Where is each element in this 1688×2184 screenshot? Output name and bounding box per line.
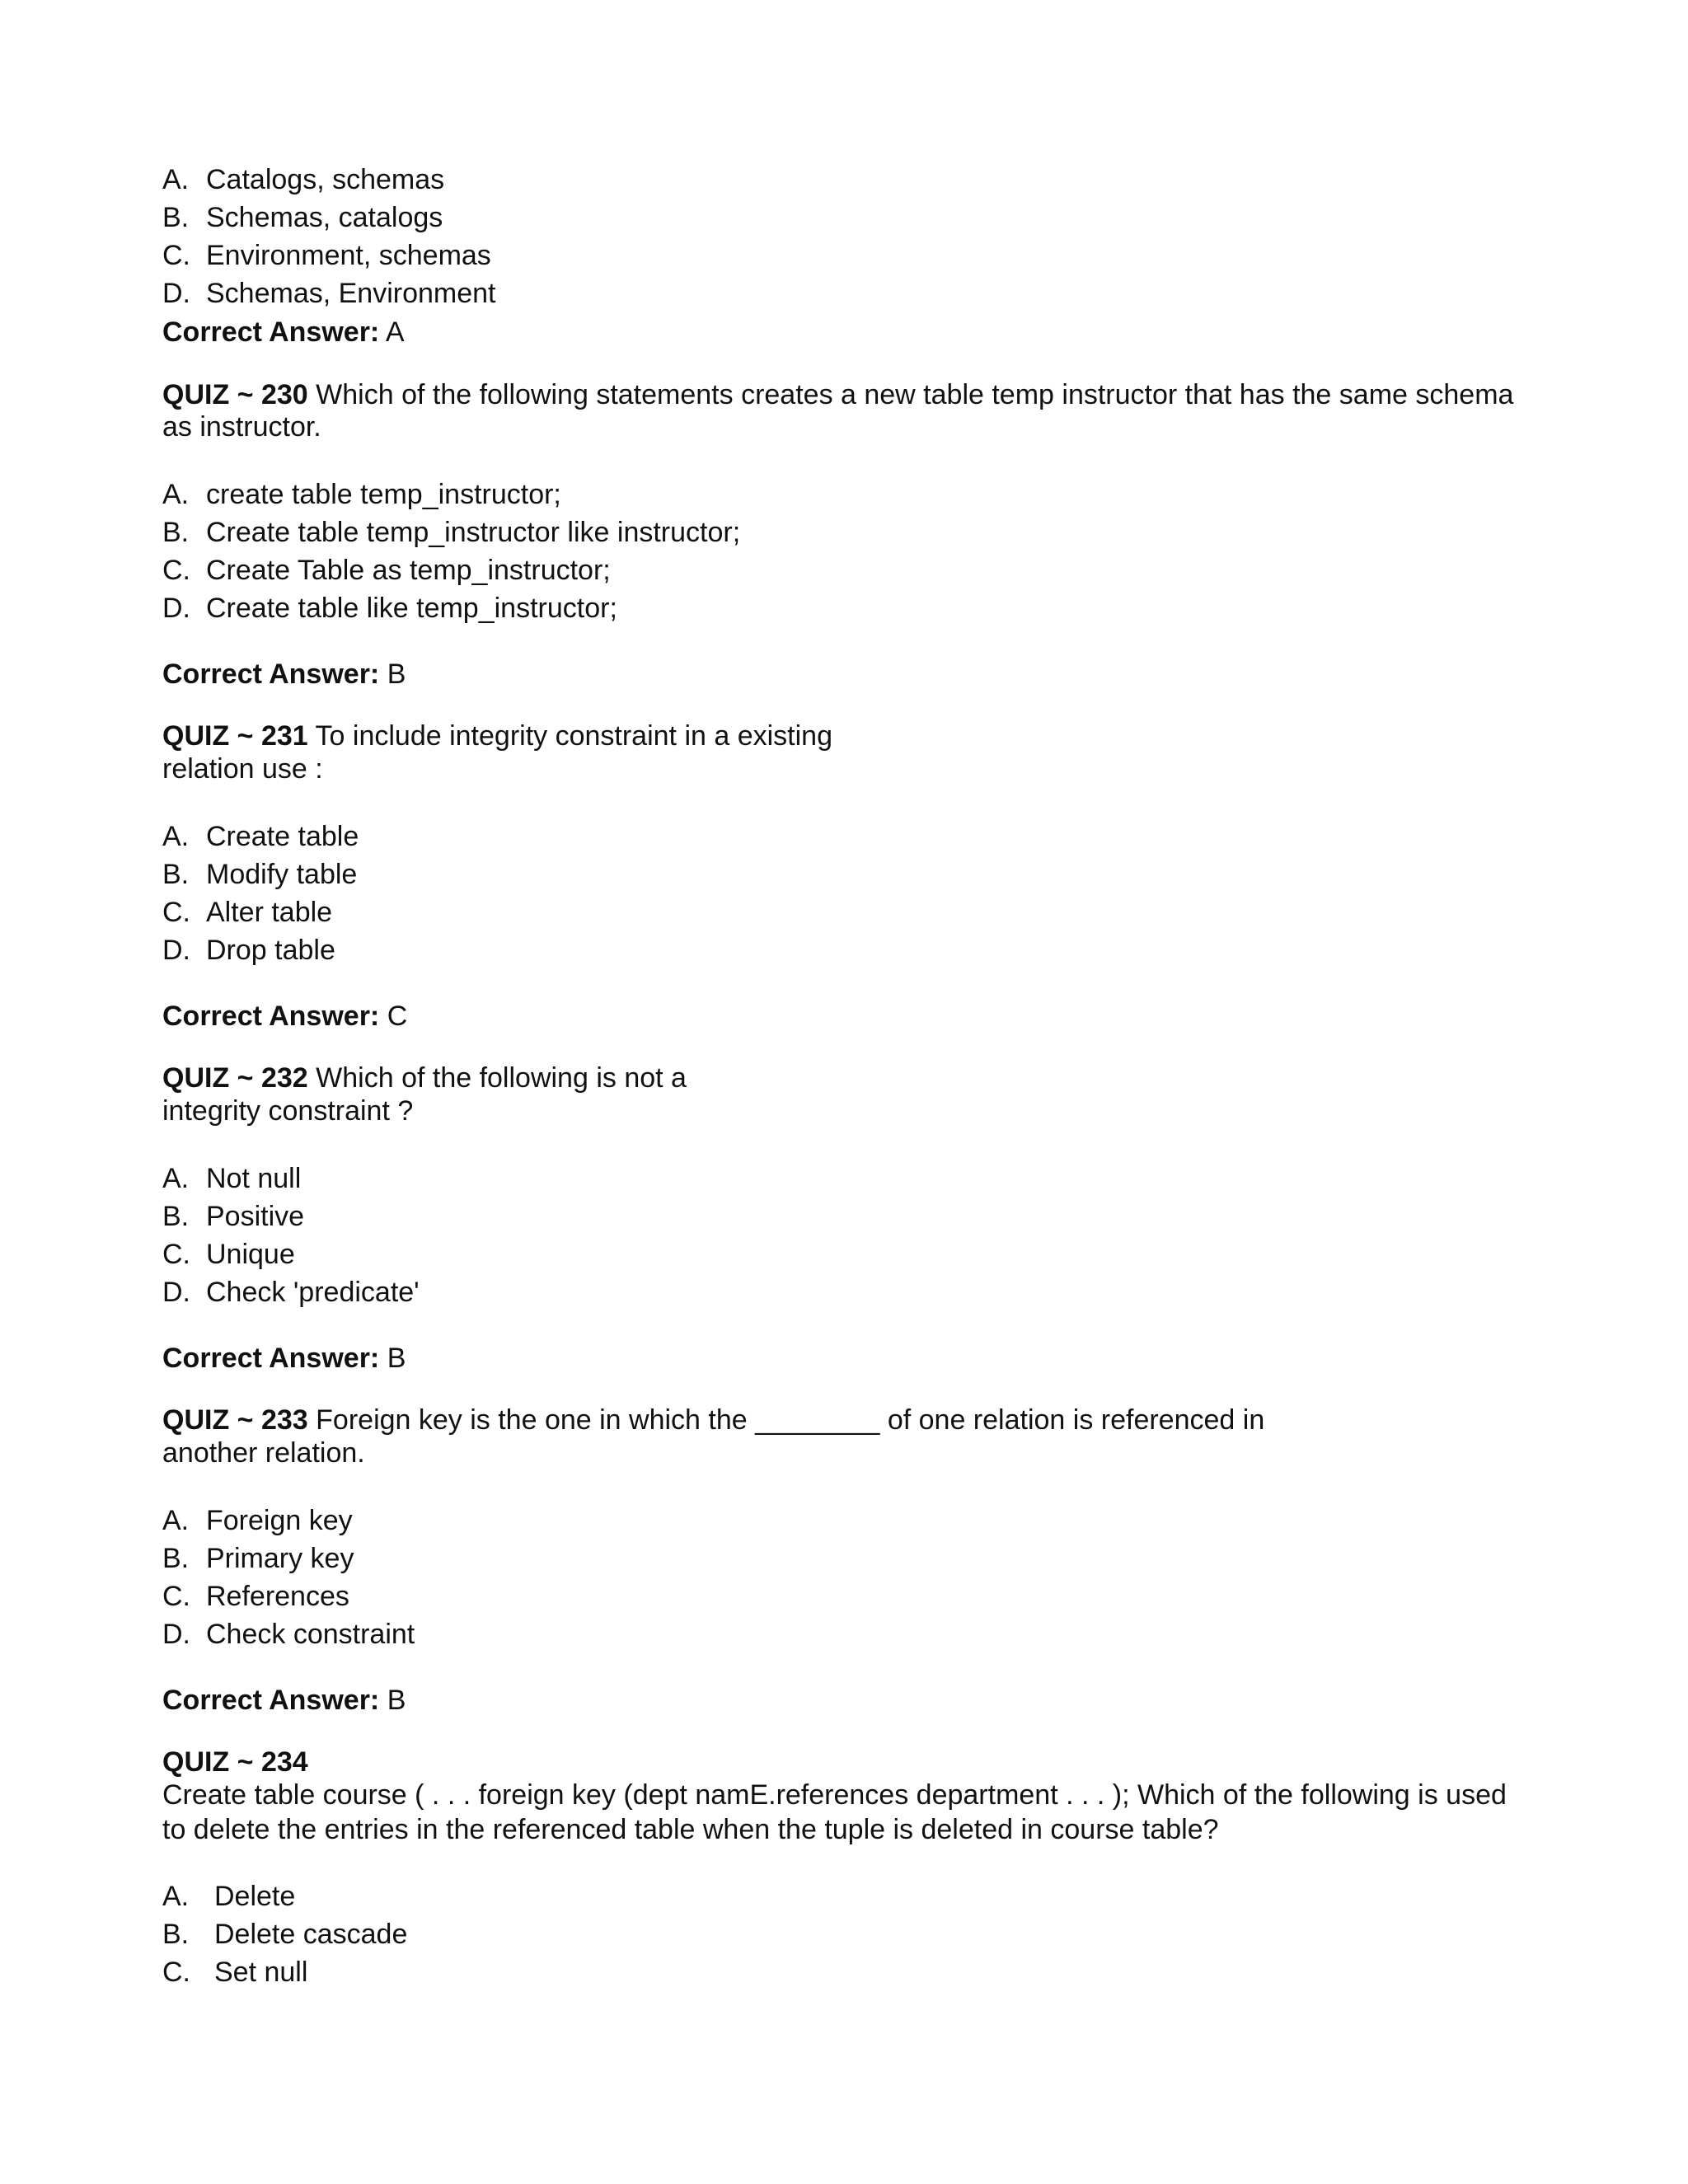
option-text: Foreign key <box>206 1505 353 1536</box>
option-key: A. <box>162 1163 190 1194</box>
question-text-cont: relation use : <box>162 753 323 785</box>
question-234-label: QUIZ ~ 234 <box>162 1746 308 1778</box>
option-key: D. <box>162 935 190 966</box>
option-text: Alter table <box>206 897 333 928</box>
correct-answer-value: B <box>387 1343 406 1374</box>
option-key: B. <box>162 517 190 548</box>
correct-answer-value: C <box>387 1001 408 1032</box>
option-key: C. <box>162 1957 190 1988</box>
option-key: D. <box>162 1277 190 1308</box>
option-key: C. <box>162 1581 190 1612</box>
option-key: D. <box>162 1619 190 1650</box>
option-text: Create table like temp_instructor; <box>206 593 617 624</box>
correct-answer-value: B <box>387 658 406 690</box>
option-key: D. <box>162 593 190 624</box>
question-label: QUIZ ~ 233 <box>162 1404 308 1436</box>
option-text: Delete <box>214 1881 296 1912</box>
option-text: Primary key <box>206 1543 354 1574</box>
option-key: B. <box>162 859 190 890</box>
option-key: C. <box>162 555 190 586</box>
option-text: Create Table as temp_instructor; <box>206 555 611 586</box>
correct-answer-value: B <box>387 1685 406 1716</box>
question-text: To include integrity constraint in a existing <box>315 720 832 752</box>
correct-answer-label: Correct Answer: <box>162 1685 380 1716</box>
correct-answer <box>162 1684 406 1717</box>
option-key: B. <box>162 1543 190 1574</box>
option-text: Not null <box>206 1163 302 1194</box>
option-text: Environment, schemas <box>206 240 491 271</box>
option-key: B. <box>162 202 190 233</box>
option-text: Check 'predicate' <box>206 1277 420 1308</box>
option-text: Schemas, Environment <box>206 278 496 309</box>
option-key: C. <box>162 1239 190 1270</box>
option-key: A. <box>162 821 190 852</box>
correct-answer <box>162 658 406 691</box>
question-text-cont: another relation. <box>162 1437 365 1469</box>
question-label: QUIZ ~ 232 <box>162 1062 308 1094</box>
question-text: Create table course ( . . . foreign key (dept namE.references department . . . ); Which of the following is used <box>162 1779 1507 1811</box>
option-key: A. <box>162 479 190 510</box>
option-key: B. <box>162 1201 190 1232</box>
option-text: Create table temp_instructor like instructor; <box>206 517 741 548</box>
option-text: Unique <box>206 1239 295 1270</box>
correct-answer <box>162 1000 407 1033</box>
correct-answer-label: Correct Answer: <box>162 1343 380 1374</box>
option-text: create table temp_instructor; <box>206 479 561 510</box>
option-text: Create table <box>206 821 359 852</box>
option-text: Catalogs, schemas <box>206 164 445 195</box>
option-key: C. <box>162 240 190 271</box>
option-text: Delete cascade <box>214 1919 408 1950</box>
option-text: Set null <box>214 1957 308 1988</box>
option-key: A. <box>162 164 190 195</box>
question-232 <box>162 1062 687 1094</box>
question-text-cont: to delete the entries in the referenced table when the tuple is deleted in course table? <box>162 1814 1219 1845</box>
correct-answer-label: Correct Answer: <box>162 316 380 348</box>
correct-answer-label: Correct Answer: <box>162 658 380 690</box>
option-text: Positive <box>206 1201 305 1232</box>
question-text-cont: integrity constraint ? <box>162 1095 414 1127</box>
option-text: Check constraint <box>206 1619 415 1650</box>
question-label: QUIZ ~ 231 <box>162 720 308 752</box>
correct-answer-value: A <box>385 316 405 348</box>
question-text: Which of the following is not a <box>316 1062 687 1094</box>
correct-answer <box>162 316 405 349</box>
question-233 <box>162 1404 1264 1436</box>
option-key: B. <box>162 1919 190 1950</box>
option-key: A. <box>162 1881 190 1912</box>
correct-answer <box>162 1342 406 1375</box>
option-text: Modify table <box>206 859 358 890</box>
question-text-cont: as instructor. <box>162 411 321 443</box>
correct-answer-label: Correct Answer: <box>162 1001 380 1032</box>
option-text: References <box>206 1581 349 1612</box>
option-key: C. <box>162 897 190 928</box>
question-231 <box>162 719 832 752</box>
question-text: Foreign key is the one in which the ________ of one relation is referenced in <box>316 1404 1265 1436</box>
question-text: Which of the following statements creates a new table temp instructor that has the same schema <box>316 379 1514 410</box>
option-text: Drop table <box>206 935 335 966</box>
question-230 <box>162 378 1513 411</box>
option-text: Schemas, catalogs <box>206 202 443 233</box>
question-label: QUIZ ~ 230 <box>162 379 308 410</box>
option-key: A. <box>162 1505 190 1536</box>
option-key: D. <box>162 278 190 309</box>
